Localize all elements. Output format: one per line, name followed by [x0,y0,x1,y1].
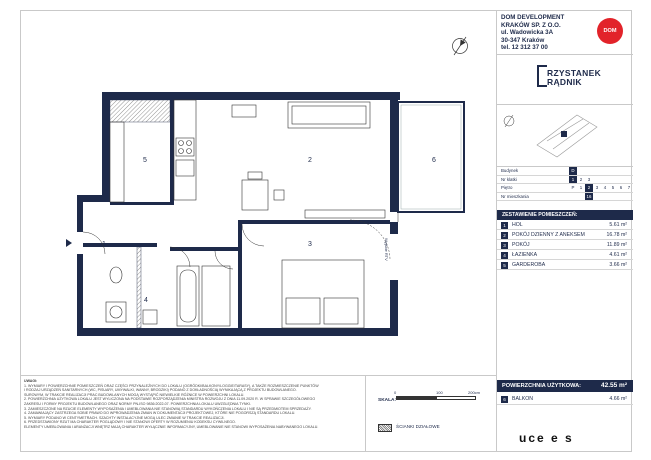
notes-line: 6. PRZEDSTAWIONY RZUT MA CHARAKTER POGLĄDOWY I NIE STANOWI OFERTY W ROZUMIENIU KODEKSU CYWILNEGO. [24,420,236,425]
usable-area-label: POWIERZCHNIA UŻYTKOWA: [502,383,582,389]
room-number: 5 [501,262,508,269]
sofa [288,102,370,128]
bed [282,260,364,328]
notes-line: 2. POWIERZCHNIA UŻYTKOWA LOKALU JEST WYLICZONA NA PODSTAWIE ROZPORZĄDZENIA MINISTRA ROZWOJU Z DNIA 11.09.2020 R. W SPRAWIE SZCZEGÓŁOWEGO [24,397,316,402]
location-row-floor: Piętro P 1 2 3 4 5 6 7 [497,184,633,193]
partition-walls [110,100,170,328]
company-street: ul. Wadowicka 3A [501,29,554,37]
room-area: 3.66 m² [609,262,627,268]
entrance-arrow-icon [66,239,72,247]
room-row [497,250,633,260]
room-name: POKÓJ [512,242,530,248]
room-row [497,220,633,230]
room-row [497,260,633,270]
company-phone: tel. 12 312 37 00 [501,44,548,52]
project-block [497,55,633,105]
notes-block [20,375,366,452]
room-name: ŁAZIENKA [512,252,538,258]
building-marker [561,131,567,137]
room-label-4: 4 [144,297,148,304]
room-row [497,240,633,250]
company-city: 30-347 Kraków [501,36,545,44]
scale-tick-200: 200cm [468,390,481,395]
notes-line: ZAKRESU I FORMY PROJEKTU BUDOWLANEGO ORAZ NORMY PN-ISO 9836:2022-07. POWIERZCHNIA LOKALU UWZGLĘDNIA TYNKI. [24,401,251,406]
room-label-5: 5 [143,157,147,164]
interior-walls [83,100,390,328]
ucees-logo-text: uce e s [519,431,574,445]
dom-logo: DOM [597,18,623,44]
wardrobe [110,122,124,202]
balcony-area: 4.66 m² [609,396,627,402]
balcony-row [497,394,633,405]
partition-legend-swatch [378,424,392,432]
site-mini-map [497,105,633,167]
location-table [497,167,633,201]
location-row-building: Budynek D [497,167,633,175]
partition-legend-label: ŚCIANKI DZIAŁOWE [396,424,440,429]
room-number: 3 [501,242,508,249]
room-name: POKÓJ DZIENNY Z ANEKSEM [512,232,585,238]
notes-line: 3. ZAMIESZCZONE NA RZUCIE ELEMENTY WYPOSAŻENIA I UMEBLOWANIA NIE STANOWIĄ STANDARDU WYKOŃCZENIA LOKALU I NIE SĄ PRZEDMIOTEM SPRZEDAŻY. [24,406,312,411]
balcony-outline [398,102,464,212]
mini-compass-icon [504,115,514,127]
compass-icon [453,37,468,55]
project-name-line1: RZYSTANEK [547,68,602,78]
location-label: Nr klatki [497,175,569,184]
scale-bar [396,396,476,400]
company-name-2: KRAKÓW SP. Z O.O. [501,21,561,29]
notes-title: UWAGI: [24,379,38,383]
notes-line: 5. WYMIARY PODANO W CENTYMETRACH. SZACHTY INSTALACYJNE MOGĄ ULEC ZMIANIE W TRAKCIE REALIZACJI. [24,415,225,420]
location-row-staircase: Nr klatki 1 2 3 [497,175,633,184]
room-area: 16.78 m² [606,232,627,238]
room-number: 4 [501,252,508,259]
company-name: DOM DEVELOPMENT [501,14,565,21]
project-logo-mark [537,65,547,87]
room-label-6: 6 [432,157,436,164]
room-labels [102,157,436,304]
location-label: Budynek [497,167,569,175]
ucees-logo [497,424,633,450]
usable-area-value: 42.55 m² [600,382,627,389]
scale-tick-0: 0 [394,390,397,395]
tv-unit [305,210,385,218]
room-name: HOL [512,222,523,228]
room-area: 5.61 m² [609,222,627,228]
notes-line: ELEMENTY UMEBLOWANIA I ARANŻACJI WNĘTRZ MAJĄ CHARAKTER WYŁĄCZNIE INFORMACYJNY, UMEBLOWANIE NIE STANOWI WYPOSAŻENIA NABYWANEGO LOKALU. [24,424,319,429]
room-number: 1 [501,222,508,229]
room-label-2: 2 [308,157,312,164]
notes-line: I RODZAJ URZĄDZEŃ SANITARNYCH (WC, PISUARY, UMYWALKI, WANNY, BRODZIKI) PODANO Z DOKŁADNOŚCIĄ WYNIKAJĄCĄ Z PROJEKTU BUDOWLANEGO. [24,388,297,393]
project-name [547,69,601,87]
room-area: 4.61 m² [609,252,627,258]
room-number: 2 [501,232,508,239]
floor-plan [20,10,496,375]
usable-area-total [497,380,633,392]
balcony-number: 6 [501,396,508,403]
room-label-1: 1 [102,241,106,248]
scale-label: SKALA: [378,398,397,403]
scale-block [366,375,496,452]
scale-tick-100: 100 [436,390,443,395]
location-label: Piętro [497,184,569,193]
location-row-apartment: Nr mieszkania 16 [497,192,633,201]
balcony-name: BALKON [512,396,534,402]
site-plan-drawing [497,105,633,167]
location-label: Nr mieszkania [497,192,569,201]
project-name-line2: RĄDNIK [547,77,582,87]
room-name: GARDEROBA [512,262,546,268]
info-panel [496,10,632,452]
floor-plan-drawing [20,10,496,375]
room-label-3: 3 [308,241,312,248]
room-area: 11.89 m² [606,242,627,248]
notes-line: SUROWYM, W TRAKCIE REALIZACJI PRAC BUDOWLANYCH MOGĄ WYSTĄPIĆ NIEWIELKIE RÓŻNICE W POWIERZCHNI LOKALU. [24,392,245,397]
rooms-title: ZESTAWIENIE POMIESZCZEŃ: [497,210,633,220]
notes-line: 4. ZAMAWIAJĄCY ZASTRZEGA SOBIE PRAWO DO WPROWADZENIA ZMIAN W DOKUMENTACJI PROJEKTOWEJ, KTÓRE NIE POGORSZĄ STANDARDU LOKALU. [24,411,296,416]
tv-outlet-label: Wyjście RTV [384,238,389,261]
notes-line: 1. WYMIARY I POWIERZCHNIE POMIESZCZEŃ ORAZ CZĘŚCI PRZYNALEŻNYCH DO LOKALU (OGRÓDKI/BALKONY/LOGGIE/TARASY), A TAKŻE ROZMIESZCZENIE PUNKTÓW [24,383,319,388]
room-row [497,230,633,240]
kitchen-counter [174,100,256,200]
company-block [497,10,633,55]
bathroom-fixtures [106,266,230,326]
dining-table [242,172,284,210]
